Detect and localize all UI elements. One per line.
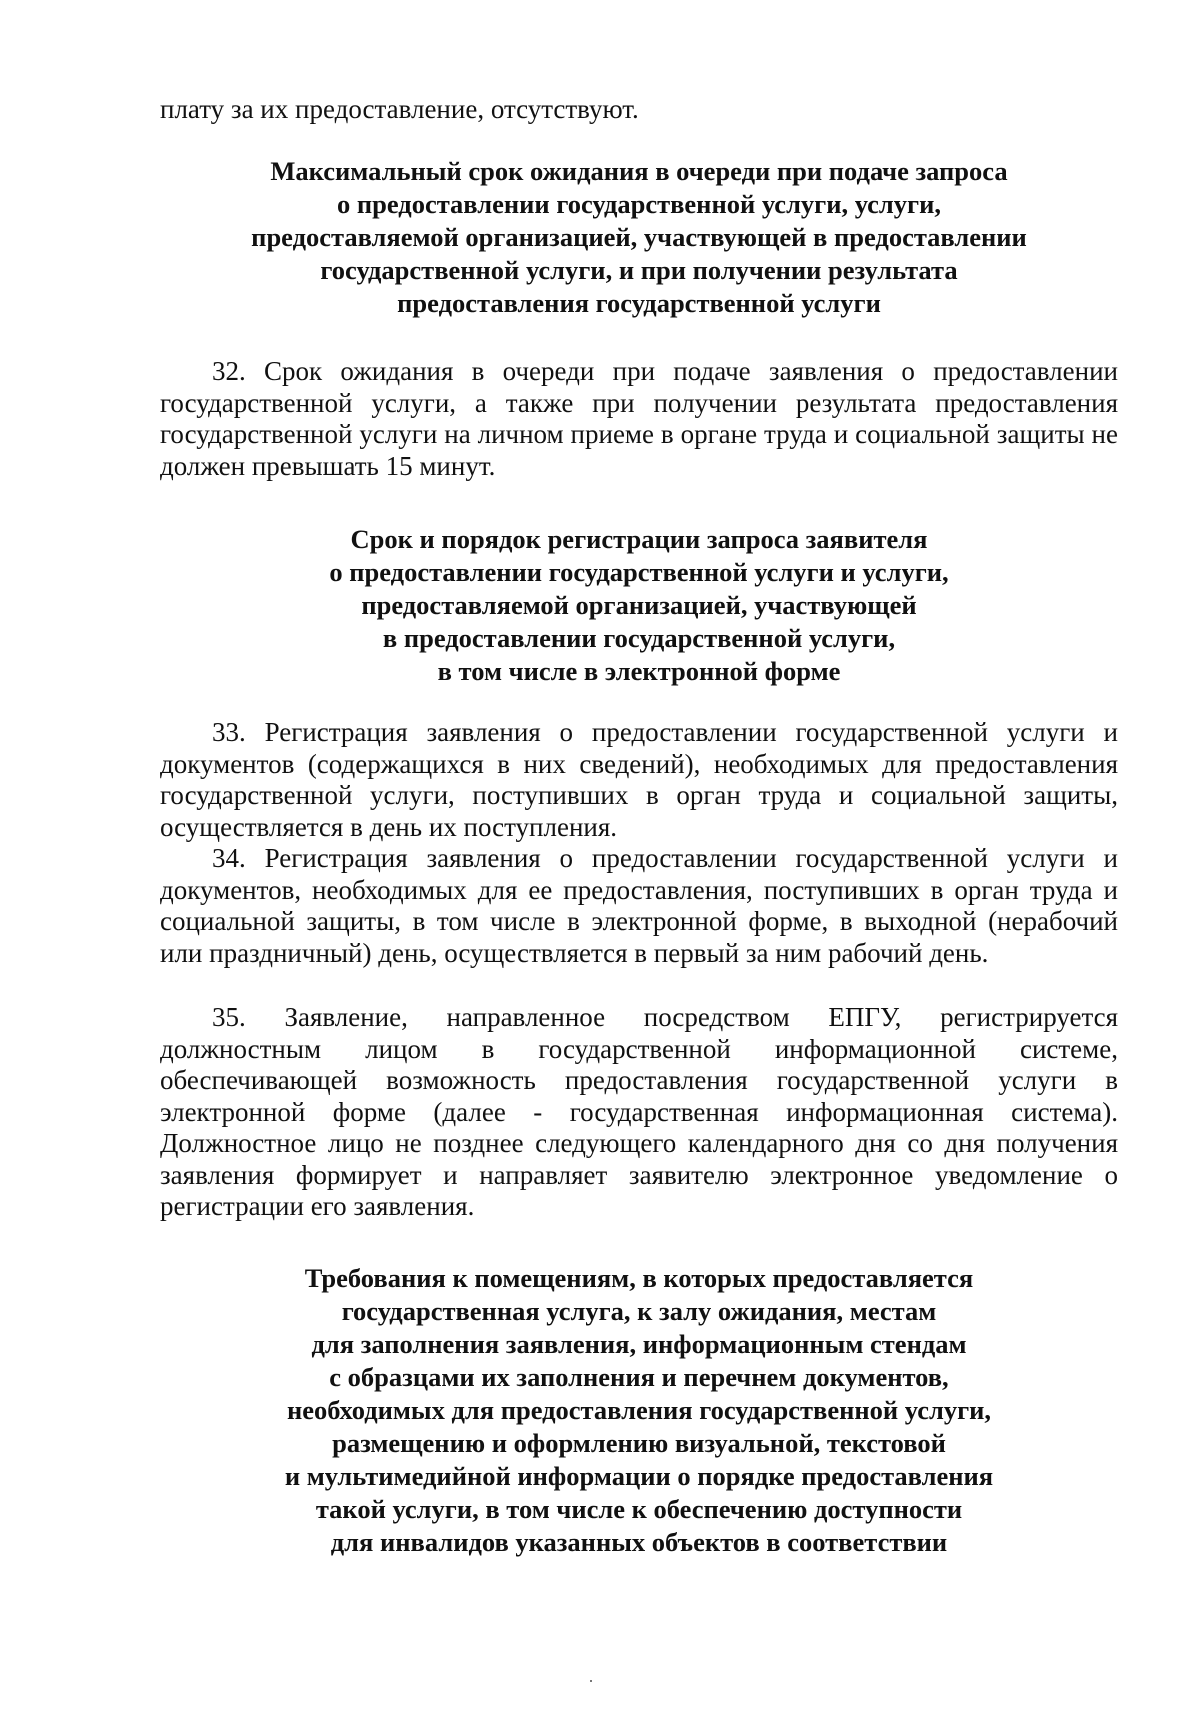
paragraph-text: 32. Срок ожидания в очереди при подаче заявления о предоставлении государственной услуги, а также при получении результата предоставления государственной услуги на личном приеме в органе труда и социальной защиты не должен превышать 15 минут. [160,356,1118,481]
heading-line: в предоставлении государственной услуги, [382,623,896,653]
paragraph-text: 35. Заявление, направленное посредством ЕПГУ, регистрируется должностным лицом в государственной информационной системе, обеспечивающей возможность предоставления государственной услуги в электронной форме (далее - государственная информационная система). Должностное лицо не позднее следующего календарного дня со дня получения заявления формирует и направляет заявителю электронное уведомление о регистрации его заявления. [160,1002,1118,1221]
heading-line: предоставляемой организацией, участвующей в предоставлении [251,222,1027,252]
heading-line: с образцами их заполнения и перечнем документов, [329,1362,949,1392]
section-heading-registration [160,523,1118,688]
heading-line: для заполнения заявления, информационным стендам [311,1329,967,1359]
heading-line: о предоставлении государственной услуги и услуги, [329,557,949,587]
heading-line: и мультимедийной информации о порядке предоставления [284,1461,994,1491]
scan-speck [590,1680,592,1682]
heading-line: предоставления государственной услуги [397,288,881,318]
section-heading-queue-time [160,155,1118,320]
heading-line: государственной услуги, и при получении результата [320,255,958,285]
paragraph-32 [160,356,1118,482]
heading-line: такой услуги, в том числе к обеспечению доступности [315,1494,963,1524]
paragraph-35 [160,1002,1118,1223]
intro-line: плату за их предоставление, отсутствуют. [160,94,639,124]
section-heading-premises-requirements [160,1262,1118,1559]
paragraph-text: 34. Регистрация заявления о предоставлении государственной услуги и документов, необходимых для ее предоставления, поступивших в орган труда и социальной защиты, в том числе в электронной форме, в выходной (нерабочий или праздничный) день, осуществляется в первый за ним рабочий день. [160,843,1118,968]
heading-line: Срок и порядок регистрации запроса заявителя [350,524,928,554]
heading-line: Требования к помещениям, в которых предоставляется [304,1263,974,1293]
heading-line: предоставляемой организацией, участвующей [361,590,917,620]
paragraph-33 [160,717,1118,843]
heading-line: необходимых для предоставления государственной услуги, [286,1395,992,1425]
heading-line: для инвалидов указанных объектов в соответствии [330,1527,948,1557]
paragraph-text: 33. Регистрация заявления о предоставлении государственной услуги и документов (содержащихся в них сведений), необходимых для предоставления государственной услуги, поступивших в орган труда и социальной защиты, осуществляется в день их поступления. [160,717,1118,842]
heading-line: о предоставлении государственной услуги, услуги, [337,189,941,219]
heading-line: в том числе в электронной форме [437,656,841,686]
heading-line: государственная услуга, к залу ожидания, местам [341,1296,937,1326]
paragraph-34 [160,843,1118,969]
heading-line: Максимальный срок ожидания в очереди при подаче запроса [270,156,1008,186]
heading-line: размещению и оформлению визуальной, текстовой [332,1428,946,1458]
